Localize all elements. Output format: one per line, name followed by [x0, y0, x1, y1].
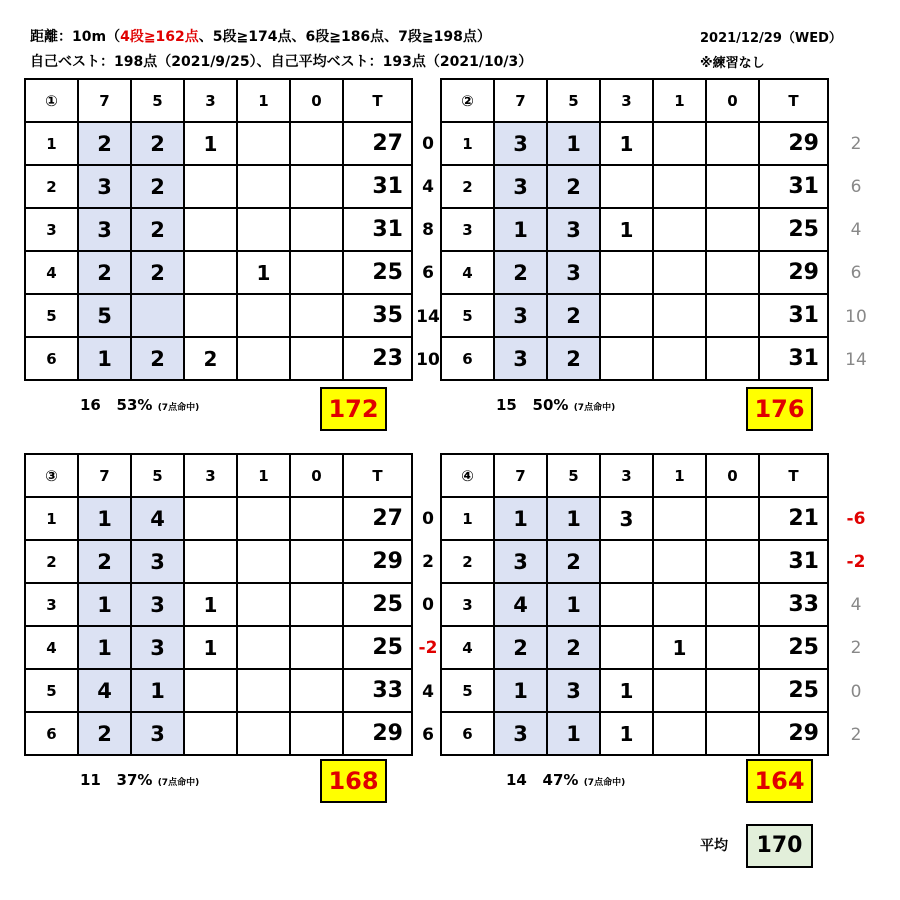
cell-0 — [706, 712, 759, 755]
distance-prefix: 距離：10m（ — [30, 29, 121, 45]
cell-total: 29 — [343, 712, 412, 755]
cell-0 — [706, 165, 759, 208]
table-row — [441, 251, 828, 294]
diff-right: 4 — [850, 595, 862, 615]
cell-5: 3 — [131, 540, 184, 583]
table-row — [441, 712, 828, 755]
cell-0 — [706, 626, 759, 669]
score-table-1 — [24, 78, 413, 381]
cell-7: 3 — [78, 208, 131, 251]
cell-total: 31 — [343, 208, 412, 251]
cell-7: 2 — [78, 712, 131, 755]
cell-total: 21 — [759, 497, 828, 540]
cell-0 — [290, 337, 343, 380]
cell-total: 33 — [343, 669, 412, 712]
cell-0 — [290, 165, 343, 208]
row-number: 2 — [441, 165, 494, 208]
cell-7: 2 — [78, 122, 131, 165]
cell-total: 25 — [343, 583, 412, 626]
table-row — [25, 337, 412, 380]
total-score-4: 164 — [746, 759, 813, 803]
cell-3 — [184, 669, 237, 712]
table-row — [25, 583, 412, 626]
col-5: 5 — [547, 454, 600, 497]
cell-1 — [653, 497, 706, 540]
table-row — [441, 294, 828, 337]
cell-total: 27 — [343, 122, 412, 165]
cell-5: 2 — [547, 165, 600, 208]
cell-total: 31 — [759, 165, 828, 208]
col-1: 1 — [653, 79, 706, 122]
score-table-4 — [440, 453, 829, 756]
cell-1 — [653, 208, 706, 251]
col-5: 5 — [131, 79, 184, 122]
table-row — [25, 122, 412, 165]
cell-1 — [237, 583, 290, 626]
header-row — [441, 454, 828, 497]
cell-1 — [653, 251, 706, 294]
best-line: 自己ベスト：198点（2021/9/25）、自己平均ベスト：193点（2021/10/3） — [30, 54, 533, 70]
cell-0 — [706, 208, 759, 251]
col-3: 3 — [184, 454, 237, 497]
row-number: 5 — [25, 669, 78, 712]
cell-1 — [653, 669, 706, 712]
cell-total: 29 — [759, 712, 828, 755]
row-number: 6 — [25, 712, 78, 755]
diff-left: 8 — [422, 220, 434, 240]
table-row — [25, 626, 412, 669]
cell-total: 27 — [343, 497, 412, 540]
cell-5: 1 — [547, 583, 600, 626]
row-number: 3 — [25, 583, 78, 626]
cell-total: 31 — [343, 165, 412, 208]
cell-5: 4 — [131, 497, 184, 540]
col-0: 0 — [290, 79, 343, 122]
row-number: 3 — [441, 208, 494, 251]
diff-left: 0 — [422, 509, 434, 529]
table-label: ② — [441, 79, 494, 122]
diff-left: -2 — [418, 638, 438, 658]
cell-1 — [237, 294, 290, 337]
hit-percent: 37% — [116, 771, 153, 789]
table-row — [441, 540, 828, 583]
cell-5: 3 — [131, 712, 184, 755]
cell-7: 2 — [494, 626, 547, 669]
col-3: 3 — [184, 79, 237, 122]
cell-total: 31 — [759, 337, 828, 380]
row-number: 1 — [441, 122, 494, 165]
cell-5: 2 — [131, 165, 184, 208]
diff-left: 14 — [416, 307, 440, 327]
row-number: 1 — [25, 497, 78, 540]
cell-5: 2 — [547, 294, 600, 337]
cell-3 — [600, 540, 653, 583]
diff-right: -6 — [846, 509, 866, 529]
cell-5: 2 — [131, 251, 184, 294]
col-0: 0 — [290, 454, 343, 497]
table-row — [25, 208, 412, 251]
cell-3: 1 — [600, 122, 653, 165]
cell-3 — [184, 712, 237, 755]
table-row — [25, 540, 412, 583]
cell-7: 1 — [494, 497, 547, 540]
table-label: ③ — [25, 454, 78, 497]
cell-0 — [290, 497, 343, 540]
cell-total: 25 — [343, 251, 412, 294]
cell-0 — [290, 294, 343, 337]
cell-0 — [290, 208, 343, 251]
cell-1 — [237, 497, 290, 540]
cell-1 — [653, 165, 706, 208]
stats-2 — [496, 396, 615, 414]
diff-right: 4 — [850, 220, 862, 240]
hit-count: 16 — [80, 396, 101, 414]
cell-0 — [290, 712, 343, 755]
col-total: T — [759, 79, 828, 122]
cell-1 — [237, 540, 290, 583]
cell-total: 35 — [343, 294, 412, 337]
cell-5: 3 — [547, 669, 600, 712]
row-number: 2 — [25, 540, 78, 583]
cell-5: 2 — [547, 337, 600, 380]
cell-7: 1 — [494, 669, 547, 712]
cell-0 — [290, 251, 343, 294]
row-number: 4 — [441, 251, 494, 294]
cell-7: 3 — [494, 122, 547, 165]
cell-7: 3 — [494, 294, 547, 337]
cell-3 — [600, 251, 653, 294]
cell-1 — [653, 540, 706, 583]
row-number: 6 — [441, 712, 494, 755]
cell-7: 3 — [494, 337, 547, 380]
row-number: 3 — [441, 583, 494, 626]
cell-3 — [600, 337, 653, 380]
cell-total: 25 — [759, 626, 828, 669]
diff-right: 14 — [845, 350, 867, 370]
table-row — [441, 669, 828, 712]
cell-7: 1 — [78, 337, 131, 380]
cell-3 — [600, 583, 653, 626]
cell-3: 1 — [184, 583, 237, 626]
header-row — [25, 79, 412, 122]
cell-7: 3 — [494, 712, 547, 755]
hit-note: (7点命中) — [157, 403, 200, 413]
row-number: 4 — [25, 626, 78, 669]
diff-left: 0 — [422, 134, 434, 154]
cell-1 — [237, 122, 290, 165]
cell-1 — [237, 626, 290, 669]
diff-left: 0 — [422, 595, 434, 615]
stats-4 — [506, 771, 625, 789]
cell-1 — [237, 712, 290, 755]
cell-7: 5 — [78, 294, 131, 337]
table-row — [441, 165, 828, 208]
cell-total: 31 — [759, 540, 828, 583]
cell-1 — [237, 208, 290, 251]
cell-3: 2 — [184, 337, 237, 380]
distance-line — [30, 26, 491, 46]
dan-thresholds: 、5段≧174点、6段≧186点、7段≧198点） — [198, 29, 491, 45]
cell-3: 1 — [600, 208, 653, 251]
row-number: 4 — [25, 251, 78, 294]
cell-3: 3 — [600, 497, 653, 540]
hit-count: 11 — [80, 771, 101, 789]
cell-7: 2 — [78, 540, 131, 583]
cell-3 — [184, 497, 237, 540]
cell-total: 33 — [759, 583, 828, 626]
cell-1: 1 — [653, 626, 706, 669]
score-table-2 — [440, 78, 829, 381]
cell-5: 1 — [547, 122, 600, 165]
hit-percent: 53% — [116, 396, 153, 414]
cell-7: 1 — [78, 497, 131, 540]
cell-0 — [290, 583, 343, 626]
cell-7: 3 — [494, 165, 547, 208]
col-0: 0 — [706, 79, 759, 122]
hit-note: (7点命中) — [157, 778, 200, 788]
cell-7: 3 — [494, 540, 547, 583]
date: 2021/12/29（WED） — [700, 31, 842, 46]
hit-percent: 47% — [542, 771, 579, 789]
cell-3 — [600, 294, 653, 337]
total-score-2: 176 — [746, 387, 813, 431]
cell-5: 2 — [131, 122, 184, 165]
stats-3 — [80, 771, 199, 789]
stats-1 — [80, 396, 199, 414]
diff-right: -2 — [846, 552, 866, 572]
cell-3 — [184, 540, 237, 583]
cell-7: 1 — [78, 626, 131, 669]
diff-left: 4 — [422, 682, 434, 702]
diff-right: 2 — [850, 725, 862, 745]
table-row — [441, 337, 828, 380]
cell-5: 2 — [547, 626, 600, 669]
row-number: 1 — [25, 122, 78, 165]
cell-1 — [653, 122, 706, 165]
table-row — [25, 165, 412, 208]
row-number: 3 — [25, 208, 78, 251]
cell-5: 1 — [131, 669, 184, 712]
col-5: 5 — [547, 79, 600, 122]
cell-3: 1 — [600, 669, 653, 712]
cell-total: 25 — [759, 669, 828, 712]
cell-3 — [600, 165, 653, 208]
cell-1 — [237, 669, 290, 712]
cell-total: 23 — [343, 337, 412, 380]
col-total: T — [343, 454, 412, 497]
diff-left: 4 — [422, 177, 434, 197]
cell-1: 1 — [237, 251, 290, 294]
row-number: 2 — [441, 540, 494, 583]
table-row — [441, 626, 828, 669]
cell-7: 2 — [494, 251, 547, 294]
cell-5: 1 — [547, 497, 600, 540]
cell-5: 2 — [131, 337, 184, 380]
diff-right: 2 — [850, 134, 862, 154]
col-1: 1 — [237, 454, 290, 497]
diff-left: 10 — [416, 350, 440, 370]
cell-1 — [653, 712, 706, 755]
total-score-1: 172 — [320, 387, 387, 431]
col-1: 1 — [237, 79, 290, 122]
average-value: 170 — [746, 824, 813, 868]
table-row — [441, 208, 828, 251]
col-total: T — [343, 79, 412, 122]
row-number: 6 — [25, 337, 78, 380]
cell-total: 29 — [759, 122, 828, 165]
cell-0 — [706, 337, 759, 380]
row-number: 1 — [441, 497, 494, 540]
diff-left: 6 — [422, 725, 434, 745]
table-row — [25, 251, 412, 294]
cell-0 — [290, 540, 343, 583]
cell-7: 4 — [78, 669, 131, 712]
hit-percent: 50% — [532, 396, 569, 414]
cell-5: 2 — [547, 540, 600, 583]
cell-3 — [184, 208, 237, 251]
row-number: 5 — [441, 294, 494, 337]
hit-count: 14 — [506, 771, 527, 789]
header-row — [441, 79, 828, 122]
cell-0 — [706, 497, 759, 540]
table-row — [25, 712, 412, 755]
cell-3 — [184, 165, 237, 208]
cell-total: 29 — [759, 251, 828, 294]
cell-3 — [600, 626, 653, 669]
row-number: 5 — [441, 669, 494, 712]
col-7: 7 — [494, 79, 547, 122]
cell-3 — [184, 294, 237, 337]
cell-3: 1 — [184, 122, 237, 165]
cell-7: 1 — [494, 208, 547, 251]
col-3: 3 — [600, 454, 653, 497]
cell-1 — [653, 583, 706, 626]
diff-right: 0 — [850, 682, 862, 702]
table-row — [25, 669, 412, 712]
cell-3: 1 — [600, 712, 653, 755]
table-row — [25, 497, 412, 540]
cell-0 — [290, 669, 343, 712]
cell-total: 25 — [343, 626, 412, 669]
cell-1 — [237, 165, 290, 208]
cell-7: 2 — [78, 251, 131, 294]
cell-0 — [706, 294, 759, 337]
table-label: ④ — [441, 454, 494, 497]
col-1: 1 — [653, 454, 706, 497]
header-row — [25, 454, 412, 497]
dan4-threshold: 4段≧162点 — [120, 29, 199, 45]
col-7: 7 — [78, 454, 131, 497]
cell-7: 3 — [78, 165, 131, 208]
cell-5: 2 — [131, 208, 184, 251]
row-number: 5 — [25, 294, 78, 337]
cell-5: 3 — [547, 208, 600, 251]
cell-0 — [290, 122, 343, 165]
table-row — [441, 122, 828, 165]
diff-right: 6 — [850, 263, 862, 283]
cell-7: 1 — [78, 583, 131, 626]
cell-1 — [653, 294, 706, 337]
diff-left: 2 — [422, 552, 434, 572]
row-number: 4 — [441, 626, 494, 669]
diff-right: 6 — [850, 177, 862, 197]
cell-3: 1 — [184, 626, 237, 669]
table-row — [441, 497, 828, 540]
row-number: 6 — [441, 337, 494, 380]
cell-total: 29 — [343, 540, 412, 583]
col-7: 7 — [494, 454, 547, 497]
score-table-3 — [24, 453, 413, 756]
cell-3 — [184, 251, 237, 294]
col-0: 0 — [706, 454, 759, 497]
col-3: 3 — [600, 79, 653, 122]
row-number: 2 — [25, 165, 78, 208]
table-label: ① — [25, 79, 78, 122]
cell-7: 4 — [494, 583, 547, 626]
cell-5: 3 — [131, 626, 184, 669]
average-label: 平均 — [700, 838, 728, 854]
cell-total: 25 — [759, 208, 828, 251]
cell-0 — [290, 626, 343, 669]
total-score-3: 168 — [320, 759, 387, 803]
cell-0 — [706, 251, 759, 294]
hit-note: (7点命中) — [573, 403, 616, 413]
cell-5: 1 — [547, 712, 600, 755]
cell-1 — [237, 337, 290, 380]
cell-0 — [706, 122, 759, 165]
cell-total: 31 — [759, 294, 828, 337]
cell-0 — [706, 669, 759, 712]
col-7: 7 — [78, 79, 131, 122]
cell-1 — [653, 337, 706, 380]
cell-5: 3 — [131, 583, 184, 626]
table-row — [441, 583, 828, 626]
col-total: T — [759, 454, 828, 497]
hit-count: 15 — [496, 396, 517, 414]
cell-0 — [706, 540, 759, 583]
diff-right: 10 — [845, 307, 867, 327]
diff-left: 6 — [422, 263, 434, 283]
cell-5: 3 — [547, 251, 600, 294]
note: ※練習なし — [700, 56, 765, 71]
col-5: 5 — [131, 454, 184, 497]
table-row — [25, 294, 412, 337]
hit-note: (7点命中) — [583, 778, 626, 788]
diff-right: 2 — [850, 638, 862, 658]
cell-0 — [706, 583, 759, 626]
cell-5 — [131, 294, 184, 337]
